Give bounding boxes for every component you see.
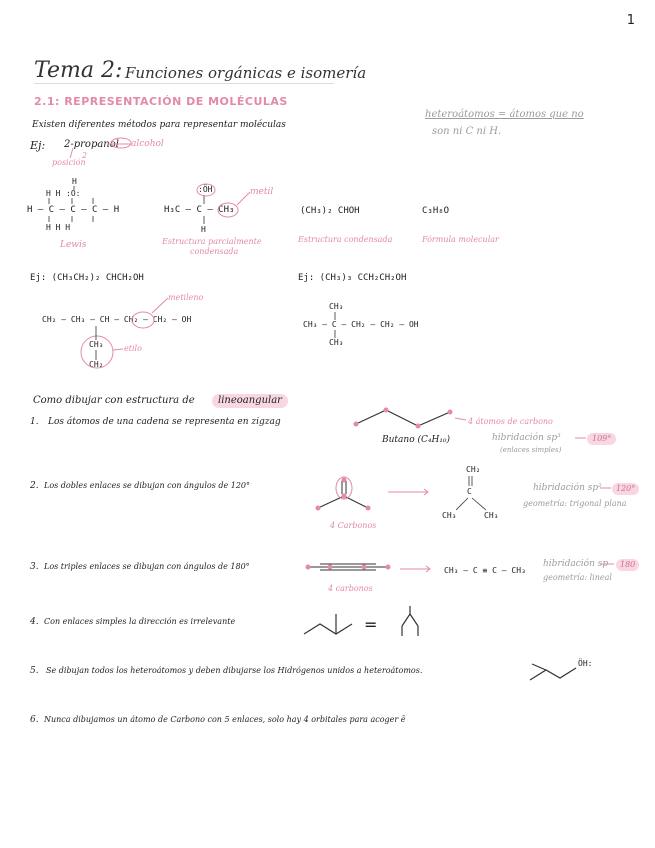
oh-label: ÖH:	[578, 659, 593, 668]
rule-2-num: 2.	[30, 481, 39, 491]
rule-6-num: 6.	[30, 715, 39, 725]
butano-simple: (enlaces simples)	[500, 446, 562, 454]
rule-5-num: 5.	[30, 666, 39, 676]
butano-hib: hibridación sp³	[492, 433, 561, 443]
triple-arrow	[400, 566, 430, 572]
equals-sign: =	[364, 615, 378, 634]
ex2-metileno: metileno	[168, 293, 204, 302]
partial-circles	[197, 184, 250, 217]
double-c: C	[467, 487, 472, 496]
lineo-highlight: lineoangular	[212, 394, 288, 408]
rule4-skeleton-right	[402, 606, 418, 636]
lewis-row: H – C – C – C – H	[27, 205, 120, 215]
rule-3-num: 3.	[30, 562, 39, 572]
molecular-caption: Fórmula molecular	[422, 235, 499, 244]
butano-zigzag	[356, 410, 450, 426]
lewis-bonds	[49, 186, 93, 222]
rule-2-text: Los dobles enlaces se dibujan con ángulos de 120°	[44, 481, 251, 490]
lewis-upper-h: H H	[46, 189, 61, 198]
title-text: Funciones orgánicas e isomería	[125, 64, 367, 82]
ex1-name: 2-propanol	[64, 139, 119, 150]
lewis-caption: Lewis	[60, 240, 87, 250]
partial-metil: metil	[250, 187, 274, 197]
ex3-chain: CH₃ – C – CH₂ – CH₂ – OH	[303, 320, 419, 329]
ex2-chain: CH₂ – CH₃ – CH – CH₂ – CH₂ – OH	[42, 315, 192, 324]
rule-5-text: Se dibujan todos los heteroátomos y deben dibujarse los Hidrógenos unidos a heteroátomos.	[46, 666, 423, 675]
butano-carbons: 4 átomos de carbono	[468, 417, 553, 426]
condensed-caption: Estructura condensada	[298, 235, 393, 244]
ex1-position-num: 2	[82, 151, 88, 160]
triple-hib-val: 180	[616, 559, 639, 571]
double-geo: geometría: trigonal plana	[523, 499, 627, 508]
lewis-o: :O:	[66, 189, 81, 198]
ex2-ch3: CH₃	[89, 340, 104, 349]
rule-1-text: Los átomos de una cadena se representa en zigzag	[48, 417, 281, 427]
triple-bond-drawing	[306, 564, 390, 570]
rule-1-num: 1.	[30, 417, 39, 427]
rule4-skeleton-left	[304, 614, 352, 634]
butano-label: Butano (C₄H₁₀)	[382, 435, 451, 445]
rule5-skeleton	[530, 664, 576, 680]
lewis-bottom-h: H H H	[46, 223, 71, 232]
rule-4-num: 4.	[30, 617, 39, 627]
ex3-bottom: CH₃	[329, 338, 344, 347]
butano-pointer	[455, 418, 466, 420]
partial-row: H₃C – C – CH₃	[164, 205, 235, 215]
ex2-ch2: CH₂	[89, 360, 104, 369]
page-number: 1	[626, 13, 635, 28]
title-label: Tema 2:	[34, 58, 123, 83]
intro-text: Existen diferentes métodos para representar moléculas	[32, 120, 286, 130]
lineo-prefix: Como dibujar con estructura de	[33, 395, 195, 406]
double-hib: hibridación sp²	[533, 483, 602, 493]
ex3-label: Ej: (CH₃)₃ CCH₂CH₂OH	[298, 273, 407, 283]
partial-h: H	[201, 225, 206, 234]
ex1-alcohol-arrow	[70, 138, 131, 158]
section-title: 2.1: REPRESENTACIÓN DE MOLÉCULAS	[34, 95, 288, 108]
double-ch2: CH₂	[466, 465, 481, 474]
triple-hib: hibridación sp	[543, 559, 609, 569]
lewis-top-h: H	[72, 177, 77, 186]
molecular-formula: C₃H₈O	[422, 206, 450, 216]
triple-geo: geometría: lineal	[543, 573, 612, 582]
partial-caption2: condensada	[190, 247, 239, 256]
double-product-bonds	[456, 476, 486, 510]
rule-4-text: Con enlaces simples la dirección es irrelevante	[44, 617, 236, 626]
ex2-label: Ej: (CH₃CH₂)₂ CHCH₂OH	[30, 273, 144, 283]
double-carbons: 4 Carbonos	[330, 521, 377, 530]
ex3-top: CH₃	[329, 302, 344, 311]
condensed-formula: (CH₃)₂ CHOH	[300, 206, 360, 216]
rule-6-text: Nunca dibujamos un átomo de Carbono con 5 enlaces, solo hay 4 orbitales para acoger ē	[44, 715, 406, 724]
partial-caption1: Estructura parcialmente	[162, 237, 262, 246]
ex1-alcohol: alcohol	[131, 139, 164, 149]
partial-oh: :ÖH	[198, 185, 213, 194]
ex2-circles	[81, 298, 168, 368]
double-ch3-left: CH₃	[442, 511, 457, 520]
ex2-etilo: etilo	[124, 344, 142, 353]
double-arrow	[388, 489, 428, 495]
ex1-position: posición	[52, 158, 86, 167]
ex1-label: Ej:	[30, 139, 46, 152]
side-note-line1: heteroátomos = átomos que no	[425, 109, 584, 120]
triple-carbons: 4 carbonos	[328, 584, 373, 593]
double-hib-val: 120°	[612, 483, 639, 495]
butano-hib-val: 109°	[587, 433, 616, 445]
triple-formula: CH₃ – C ≡ C – CH₃	[444, 566, 526, 575]
double-ch3-right: CH₃	[484, 511, 499, 520]
side-note-line2: son ni C ni H.	[432, 126, 502, 137]
rule-3-text: Los triples enlaces se dibujan con ángulos de 180°	[44, 562, 250, 571]
